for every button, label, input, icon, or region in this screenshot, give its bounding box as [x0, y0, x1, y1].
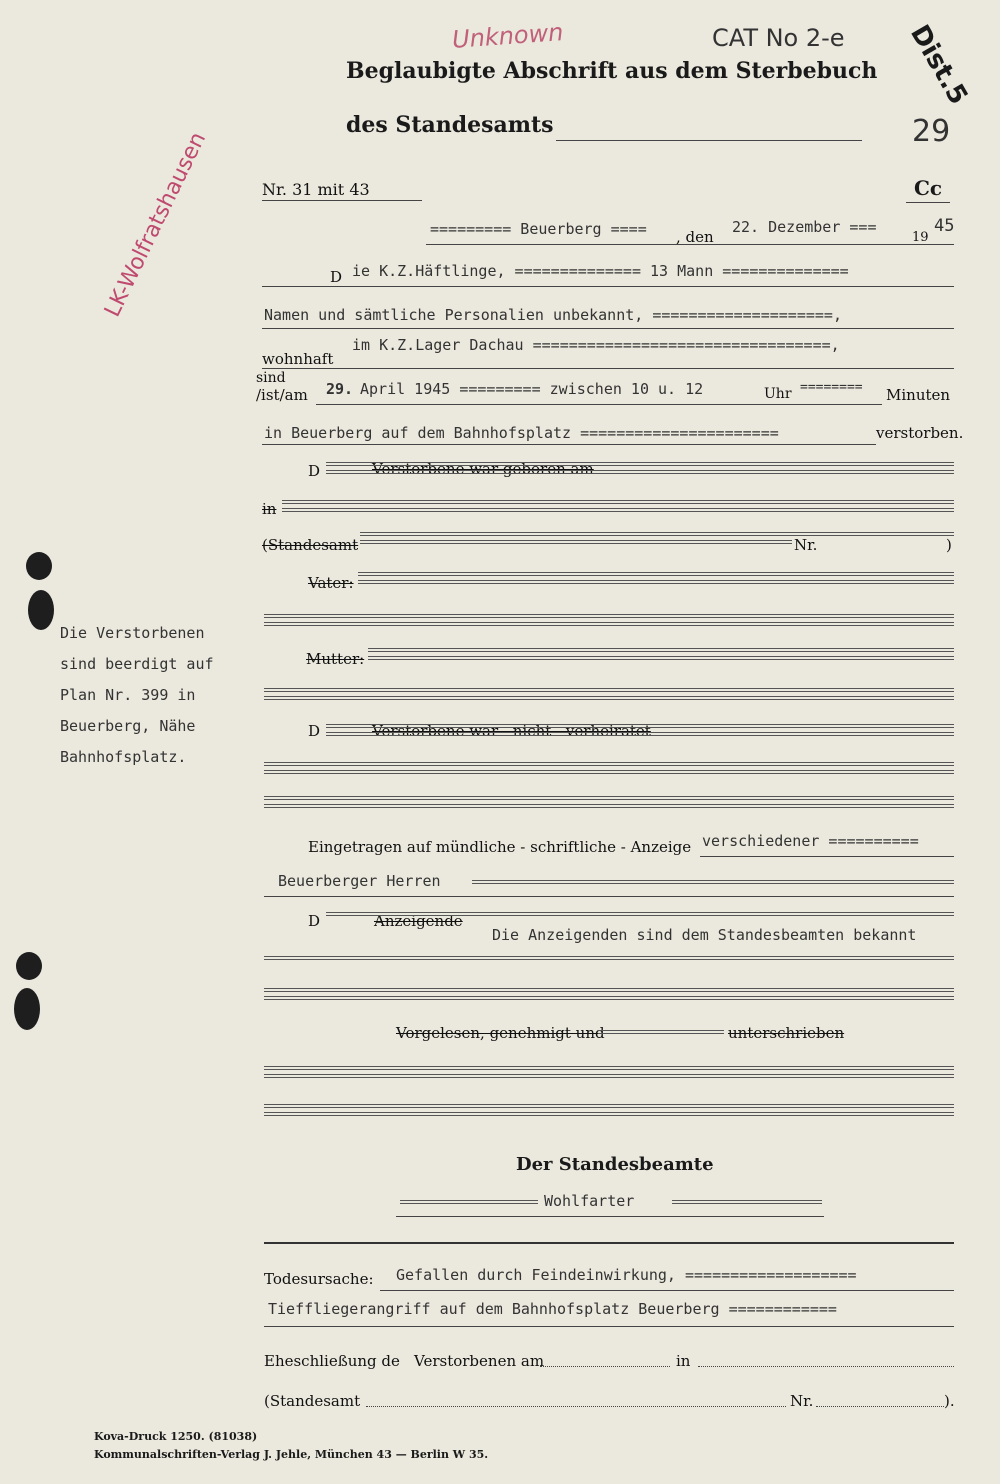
reported-label: Eingetragen auf mündliche - schriftliche - Anzeige	[308, 838, 692, 856]
minuten-label: Minuten	[886, 386, 951, 404]
date-value: 22. Dezember ===	[732, 218, 877, 236]
born-nr-label: Nr.	[794, 536, 818, 554]
year-prefix: 19	[912, 230, 929, 245]
deceased-prefix: D	[330, 268, 343, 286]
names-line: Namen und sämtliche Personalien unbekannt, ====================,	[264, 306, 842, 324]
signed-label-2: unterschrieben	[728, 1024, 845, 1042]
printer-line-2: Kommunalschriften-Verlag J. Jehle, München 43 — Berlin W 35.	[94, 1448, 489, 1461]
wohnhaft-label: wohnhaft	[262, 350, 334, 368]
place-line: ========= Beuerberg ====	[430, 220, 647, 238]
born-close: )	[946, 536, 952, 554]
cause-value: Gefallen durch Feindeinwirkung, ===================	[396, 1266, 857, 1284]
born-standesamt-label: (Standesamt	[262, 536, 359, 554]
punch-hole-top-1	[26, 552, 52, 580]
marriage-label-2: Verstorbenen am	[414, 1352, 545, 1370]
death-date-day: 29.	[326, 380, 354, 398]
cause-value-2: Tieffliegerangriff auf dem Bahnhofsplatz Beuerberg ============	[268, 1300, 837, 1318]
signed-label: Vorgelesen, genehmigt und	[396, 1024, 605, 1042]
ist-am-label: /ist/am	[256, 386, 308, 404]
marriage-in: in	[676, 1352, 691, 1370]
official-name: Wohlfarter	[544, 1192, 635, 1210]
margin-note-line-5: Bahnhofsplatz.	[60, 748, 187, 766]
page-number: 29	[912, 114, 951, 149]
printer-line-1: Kova-Druck 1250. (81038)	[94, 1430, 258, 1443]
punch-hole-bottom-2	[14, 988, 40, 1030]
cause-label: Todesursache:	[264, 1270, 374, 1288]
footer-nr-label: Nr.	[790, 1392, 814, 1410]
document-title: Beglaubigte Abschrift aus dem Sterbebuch	[346, 58, 878, 84]
year-suffix: 45	[934, 216, 955, 236]
verstorben-label: verstorben.	[876, 424, 964, 442]
margin-note-line-4: Beuerberg, Nähe	[60, 717, 196, 735]
document-subtitle: des Standesamts	[346, 112, 554, 138]
married-label: Verstorbene war - nicht - verheiratet	[372, 722, 651, 740]
footer-standesamt-label: (Standesamt	[264, 1392, 361, 1410]
vater-label: Vater:	[308, 574, 354, 592]
marriage-label: Eheschließung de	[264, 1352, 400, 1370]
born-in-label: in	[262, 500, 277, 518]
reporter-prefix: D	[308, 912, 321, 930]
sind-label: sind	[256, 370, 286, 386]
mutter-label: Mutter:	[306, 650, 365, 668]
official-title: Der Standesbeamte	[516, 1154, 714, 1175]
wohnhaft-value: im K.Z.Lager Dachau =================================,	[352, 336, 840, 354]
deceased-value: ie K.Z.Häftlinge, ============== 13 Mann ==============	[352, 262, 849, 280]
death-place: in Beuerberg auf dem Bahnhofsplatz ======================	[264, 424, 779, 442]
footer-close: ).	[944, 1392, 955, 1410]
margin-note-line-3: Plan Nr. 399 in	[60, 686, 196, 704]
annotation-dist: Dist.5	[904, 20, 974, 110]
margin-note-line-1: Die Verstorbenen	[60, 624, 205, 642]
reported-value: verschiedener ==========	[702, 832, 919, 850]
born-prefix: D	[308, 462, 321, 480]
margin-note-line-2: sind beerdigt auf	[60, 655, 214, 673]
den-label: , den	[676, 228, 714, 246]
reporter-value: Die Anzeigenden sind dem Standesbeamten bekannt	[492, 926, 917, 944]
register-code: Cc	[914, 176, 943, 200]
reporter-label: Anzeigende	[374, 912, 463, 930]
minutes-fill: ========	[800, 380, 863, 395]
annotation-cat: CAT No 2-e	[712, 24, 845, 52]
married-prefix: D	[308, 722, 321, 740]
register-number: Nr. 31 mit 43	[262, 180, 370, 199]
uhr-label: Uhr	[764, 386, 792, 402]
annotation-unknown: Unknown	[451, 18, 565, 54]
punch-hole-bottom-1	[16, 952, 42, 980]
punch-hole-top-2	[28, 590, 54, 630]
stamp-wolfratshausen: LK-Wolfratshausen	[100, 128, 212, 321]
death-date-rest: April 1945 ========= zwischen 10 u. 12	[360, 380, 704, 398]
born-label: Verstorbene war geboren am	[372, 460, 594, 478]
reported-value-2: Beuerberger Herren	[278, 872, 441, 890]
